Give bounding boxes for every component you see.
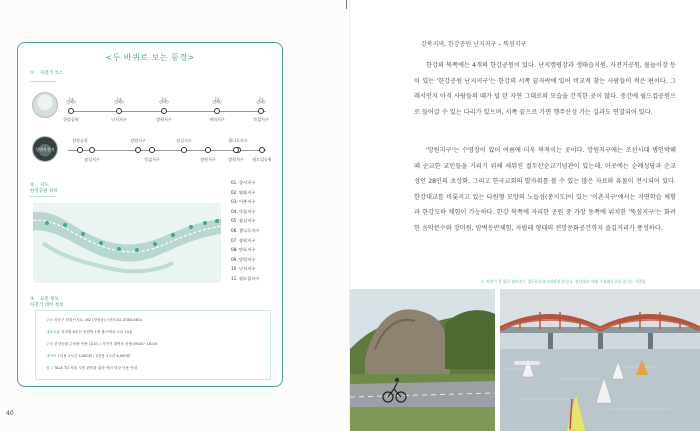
bike-route-line-1 <box>68 111 266 112</box>
paragraph-2 <box>414 143 676 236</box>
legend-item: 04. 뚝섬지구 <box>231 208 256 214</box>
legend-item: 09. 망원지구 <box>231 256 256 262</box>
info-value: 한강공원 주차장 이용 (유료) / 자전거 대여소 운영 09:00~18:00 <box>54 342 157 346</box>
info-value: 마포구 한강난지로 162 (망원동) / 문의 02-3780-0611 <box>54 318 143 322</box>
info-line <box>46 366 137 371</box>
route-stop-node <box>116 108 122 114</box>
route-stop-node <box>205 147 211 153</box>
legend-item: 01. 강서지구 <box>231 180 256 185</box>
section-2-label <box>30 183 58 195</box>
section-3-label <box>30 297 63 309</box>
section-1-label <box>30 71 63 77</box>
route-stop-label: 난지지구 <box>111 117 127 122</box>
route-stop-label: 한강공원 <box>63 117 79 122</box>
paragraph-1 <box>414 58 676 120</box>
fold-mark <box>346 0 347 9</box>
info-value: 1인용 1시간 3,000원 / 2인용 1시간 6,000원 <box>57 354 131 358</box>
section-2-title: 지도 한강공원 위치 <box>30 183 58 194</box>
route-thumbnail-1 <box>32 92 58 118</box>
route-stop-label-top: 잠원지구 <box>130 138 146 143</box>
route-stop-node <box>68 108 74 114</box>
route-stop-label-bottom: 잠원지구 <box>200 157 216 162</box>
info-line <box>46 330 133 335</box>
card-title: <두 바퀴로 보는 풍경> <box>105 53 195 62</box>
info-key: 참고 <box>46 366 53 370</box>
bike-icon: 🚲 <box>66 95 76 104</box>
photo-rock-cliff-bike-path <box>350 289 495 431</box>
route-stop-node <box>233 147 239 153</box>
info-line <box>46 318 142 323</box>
info-value: 지하철 6호선 망원역 1번 출구에서 도보 15분 <box>61 330 133 334</box>
legend-item: 11. 월드컵지구 <box>231 275 260 281</box>
route-stop-label-bottom: 망원지구 <box>228 157 244 162</box>
legend-item: 08. 반포지구 <box>231 247 256 253</box>
legend-item: 10. 난지지구 <box>231 266 256 272</box>
bike-icon: 🚲 <box>159 95 169 104</box>
paragraph-1-text: 한강의 북쪽에는 4개의 한강공원이 있다. 난지캠핑장과 생태습지원, 자전거공원, 물놀이장 등이 있는 '한강공원 난지지구'는 한강의 서쪽 끝자락에 있어 비교적 찾는 사람들이 적은 편이다. 그래서인지 아직 사람들의 때가 덜 탄 자연 그대로의 모습을 간직한 곳이 많다. 중간에 월드컵공원으로 들어갈 수 있는 다리가 있으며, 서쪽 끝으로 가면 행주산성 가는 길과도 연결되어 있다. <box>414 62 676 116</box>
info-line <box>46 342 157 347</box>
route-stop-label: 망원지구 <box>156 117 172 122</box>
bike-icon: 🚲 <box>114 95 124 104</box>
section-3-title: 교통 정보 자전거 대여 정보 <box>30 297 64 308</box>
photo-bridge-windsurfing <box>500 289 700 431</box>
bike-icon: 🚲 <box>256 95 266 104</box>
route-stop-node <box>214 108 220 114</box>
han-river-map <box>33 203 221 283</box>
photo-caption: 1. 자전거 길 위로 펼쳐지는 절두산순교기념관의 풍경 2. 성산대교 아래 수상레포츠를 즐기는 사람들 <box>481 279 646 284</box>
route-stop-label-top: 잠실지구 <box>176 138 192 143</box>
route-stop-node <box>258 108 264 114</box>
map-legend <box>231 178 259 284</box>
bike-icon: 🚲 <box>212 95 222 104</box>
route-stop-label: 여의지구 <box>209 117 225 122</box>
route-thumbnail-2 <box>32 136 58 162</box>
legend-item: 02. 양화지구 <box>231 189 256 195</box>
river-map-graphic <box>33 203 221 283</box>
route-stop-node <box>135 147 141 153</box>
page-number: 40 <box>6 410 14 417</box>
info-key: 주소 <box>46 318 53 322</box>
route-stop-node <box>161 108 167 114</box>
section-1-number: ① <box>30 71 35 76</box>
route-stop-label-top: 한강공원 <box>72 138 88 143</box>
route-stop-node <box>77 147 83 153</box>
route-stop-node <box>149 147 155 153</box>
info-key: 대중교통 <box>46 330 60 334</box>
info-key: 주차 <box>46 342 53 346</box>
section-heading: 강북지역, 한강공원 난지지구 – 뚝섬지구 <box>421 41 527 48</box>
section-1-divider <box>30 81 56 82</box>
section-2-divider <box>30 196 56 197</box>
route-stop-label-bottom: 월드컵공원 <box>252 157 272 162</box>
route-stop-node <box>181 147 187 153</box>
section-3-number: ③ <box>30 297 35 302</box>
transport-info-box <box>35 310 271 380</box>
section-1-title: 자전거 코스 <box>40 71 64 76</box>
section-2-number: ② <box>30 183 35 188</box>
info-line <box>46 354 130 359</box>
route-stop-label-top: 광나루지구 <box>228 138 248 143</box>
route-stop-node <box>259 147 265 153</box>
info-value: TALK TO 서울 시민 편의를 위한 여러 한강 이용 안내 <box>54 366 138 370</box>
route-stop-node <box>89 147 95 153</box>
legend-item: 05. 잠실지구 <box>231 218 256 224</box>
legend-item: 06. 광나루지구 <box>231 227 260 233</box>
legend-item: 03. 이촌지구 <box>231 199 256 205</box>
route-stop-label-bottom: 잠실지구 <box>84 157 100 162</box>
paragraph-2-text: '망원지구'는 수영장이 있어 여름에 더욱 북적이는 곳이다. 망원지구에는 조선시대 병인박해 때 순교한 교인들을 기리기 위해 세워진 절두산순교기념관이 있는데, 이곳에는 순례성당과 순교 성인 28인의 초상화, 그리고 한국교회의 발자취를 볼 수 있는 많은 자료와 유물이 전시되어 있다. 한강대교를 비롯지고 있는 타원형 모양의 노들섬(중지도)이 있는 '이촌지구'에서는 자연학습 체험과 한강도하 체험이 가능하다. 한강 북쪽에 자리한 공원 중 가장 동쪽에 위치한 '뚝섬지구'는 화려한 음악분수와 장미원, 암벽등반체험, 자벌레 형태의 전망문화공간까지 즐길거리가 풍성하다. <box>414 147 676 232</box>
route-thumbnail-label: 강변자전거 <box>35 147 55 152</box>
legend-item: 07. 잠원지구 <box>231 237 256 243</box>
route-stop-label-bottom: 뚝섬지구 <box>144 157 160 162</box>
route-stop-label: 뚝섬지구 <box>253 117 269 122</box>
info-key: 대여료 <box>46 354 57 358</box>
